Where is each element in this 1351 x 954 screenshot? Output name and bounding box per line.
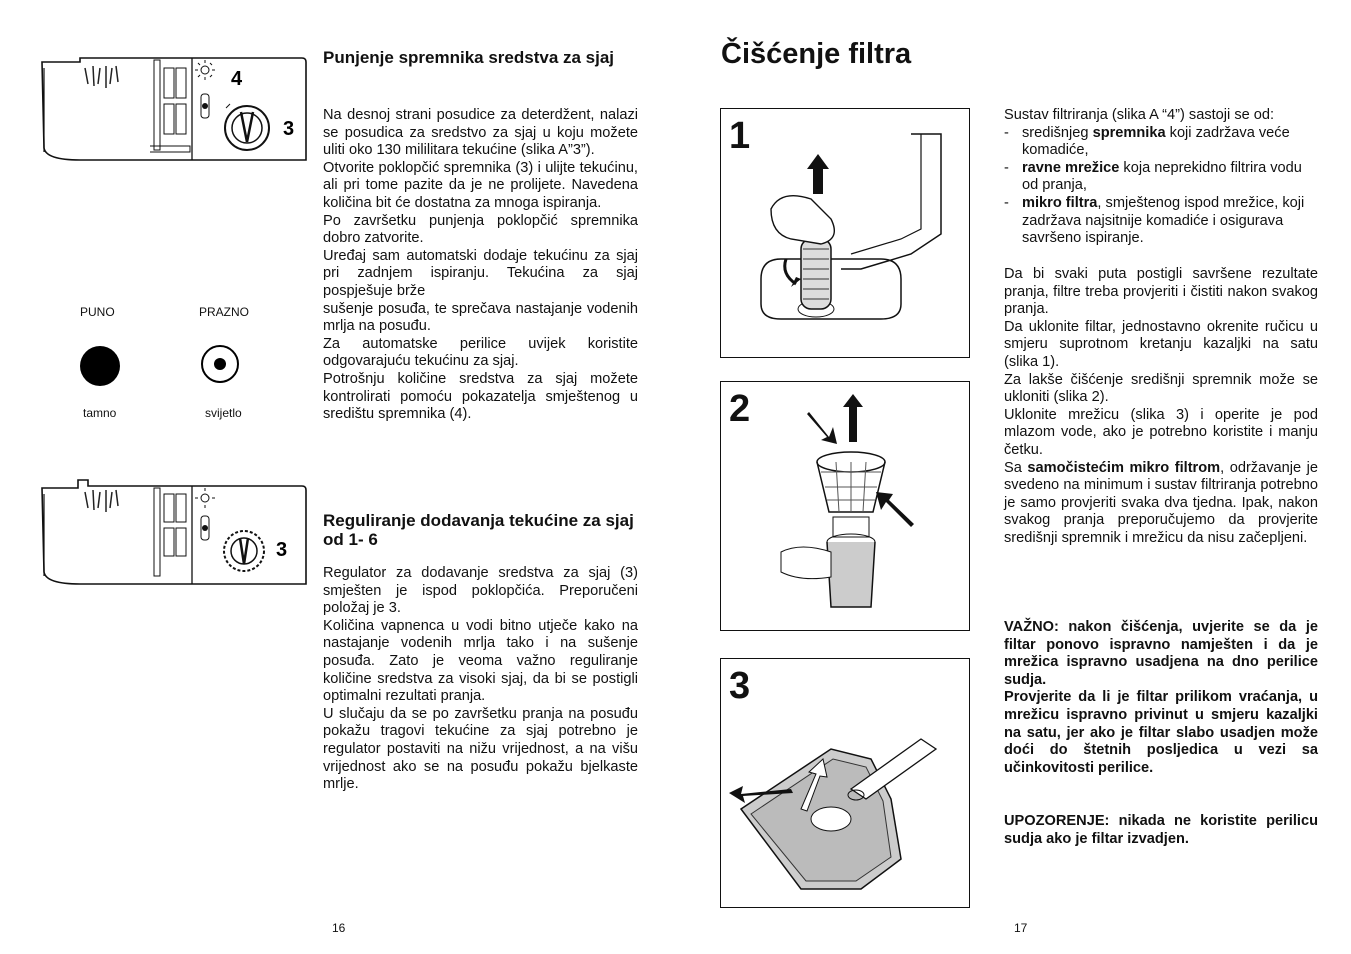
paragraph: Količina vapnenca u vodi bitno utječe kako na nastajanje vodenih mrlja tako i na sušenje posuđa. Zato je veoma važno reguliranje količine sredstva za visoki sjaj, da bi se postigli optimalni rezultati pranja. [323, 617, 638, 705]
paragraph: Sa samočistećim mikro filtrom, održavanje je svedeno na minimum i sustav filtriranja potrebno je samo provjeriti svaka dva tjedna. Ipak, nakon svakog pranja preporučujemo da provjerite središnji spremnik i mrežicu da nisu začepljeni. [1004, 459, 1318, 546]
important-text-1: VAŽNO: nakon čišćenja, uvjerite se da je filtar ponovo ispravno namješten i da je mrežica ispravno usadjena na dno perilice sudja. [1004, 619, 1318, 688]
paragraph: U slučaju da se po završetku pranja na posuđu pokažu tragovi tekućine za sjaj potrebno je regulator postaviti na nižu vrijednost, a na višu vrijednost ako se na posuđu pokažu bjelkaste mrlje. [323, 705, 638, 793]
warning-notice [1004, 813, 1318, 848]
important-notice [1004, 619, 1318, 777]
figure-1 [720, 108, 970, 358]
figure-number: 1 [729, 115, 751, 157]
paragraph: Potrošnju količine sredstva za sjaj možete kontrolirati pomoću pokazatelja smještenog u središtu spremnika (4). [323, 370, 638, 423]
paragraph: sušenje posuđa, te sprečava nastajanje vodenih mrlja na posuđu. [323, 300, 638, 335]
section-title-regulating: Reguliranje dodavanja tekućine za sjaj od 1- 6 [323, 511, 634, 549]
paragraph: Da bi svaki puta postigli savršene rezultate pranja, filtre treba provjeriti i čistiti nakon svakog pranja. [1004, 266, 1318, 318]
warning-text: UPOZORENJE: nikada ne koristite perilicu sudja ako je filtar izvadjen. [1004, 813, 1318, 847]
cleaning-instructions [1004, 266, 1318, 548]
section-title-filling: Punjenje spremnika sredstva za sjaj [323, 48, 615, 67]
list-item: - mikro filtra, smještenog ispod mrežice, koji zadržava najsitnije komadiće i osigurava savršeno ispiranje. [1004, 195, 1318, 248]
paragraph: Za automatske perilice uvijek koristite odgovarajuću tekućinu za sjaj. [323, 335, 638, 370]
paragraph: Uređaj sam automatski dodaje tekućinu za sjaj pri zadnjem ispiranju. Tekućina za sjaj pospješuje brže [323, 247, 638, 299]
indicator-empty-label: PRAZNO [199, 305, 250, 319]
paragraph: Otvorite poklopčić spremnika (3) i ulijte tekućinu, ali pri tome pazite da je ne prolijete. Navedena količina bit će dostatna za mnoga ispiranja. [323, 159, 638, 211]
section-filling-text [323, 107, 638, 424]
section-regulating-text [323, 565, 638, 794]
list-item: - ravne mrežice koja neprekidno filtrira vodu od pranja, [1004, 160, 1318, 195]
figure-3 [720, 658, 970, 908]
figure-number: 3 [729, 665, 751, 707]
intro-text: Sustav filtriranja (slika A “4”) sastoji se od: [1004, 107, 1275, 123]
filter-system-description [1004, 107, 1318, 248]
callout-3-bottom: 3 [276, 539, 288, 561]
filter-parts-list [1004, 125, 1318, 248]
callout-4: 4 [231, 68, 243, 90]
paragraph: Regulator za dodavanje sredstva za sjaj (3) smješten je ispod poklopčića. Preporučeni položaj je 3. [323, 565, 638, 617]
figure-number: 2 [729, 388, 751, 430]
paragraph: Na desnoj strani posudice za deterdžent, nalazi se posudica za sredstvo za sjaj u koju možete uliti oko 130 mililitara tekućine (slika A”3”). [323, 107, 638, 159]
paragraph: Uklonite mrežicu (slika 3) i operite je pod mlazom vode, ako je potrebno koristite i manju četku. [1004, 406, 1318, 458]
page-number-left: 16 [332, 921, 346, 935]
important-text-2: Provjerite da li je filtar prilikom vraćanja, u mrežicu ispravno privinut u smjeru kazaljki na satu, jer ako je filtar slabo usadjen može doći do štetnih posljedica u vezi sa učinkovitosti perilice. [1004, 689, 1318, 776]
callout-3: 3 [283, 118, 295, 140]
indicator-dark-label: tamno [83, 406, 117, 420]
indicator-full-label: PUNO [80, 305, 115, 319]
page-number-right: 17 [1014, 921, 1028, 935]
indicator-light-icon [201, 345, 239, 383]
paragraph: Za lakše čišćenje središnji spremnik može se ukloniti (slika 2). [1004, 371, 1318, 406]
figure-2 [720, 381, 970, 631]
page-title: Čišćenje filtra [721, 38, 912, 70]
list-item: - središnjeg spremnika koji zadržava veće komadiće, [1004, 125, 1318, 160]
indicator-light-label: svijetlo [205, 406, 242, 420]
indicator-dark-icon [80, 346, 120, 386]
paragraph: Da uklonite filtar, jednostavno okrenite ručicu u smjeru suprotnom kretanju kazaljki na satu (slika 1). [1004, 318, 1318, 370]
dispenser-diagram-top [40, 48, 310, 163]
paragraph: Po završetku punjenja poklopčić spremnika dobro zatvorite. [323, 212, 638, 247]
dispenser-diagram-bottom [40, 476, 310, 588]
